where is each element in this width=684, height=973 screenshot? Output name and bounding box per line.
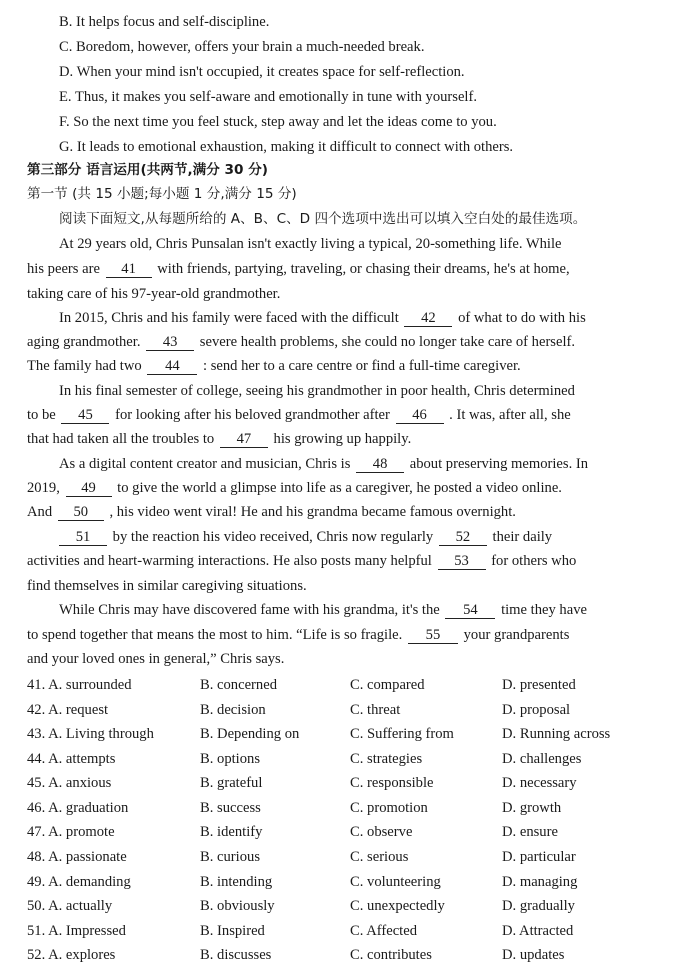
option-b[interactable]: B. intending <box>200 874 273 890</box>
passage-line <box>59 528 552 546</box>
option-c[interactable]: C. serious <box>350 849 409 865</box>
passage-line <box>59 601 587 619</box>
passage-line: In his final semester of college, seeing his grandmother in poor health, Chris determined <box>59 383 575 399</box>
option-d[interactable]: D. presented <box>502 677 576 693</box>
passage-text: . It was, after all, she <box>449 407 571 423</box>
option-a[interactable]: 45. A. anxious <box>27 775 112 791</box>
prev-option-f: F. So the next time you feel stuck, step away and let the ideas come to you. <box>59 114 497 130</box>
blank-42: 42 <box>404 311 452 327</box>
blank-54: 54 <box>445 603 495 619</box>
part-heading: 第三部分 语言运用(共两节,满分 30 分) <box>27 162 269 178</box>
passage-text: And <box>27 504 53 520</box>
passage-text: to give the world a glimpse into life as a caregiver, he posted a video online. <box>117 480 562 496</box>
passage-line <box>27 479 562 497</box>
option-d[interactable]: D. updates <box>502 947 565 963</box>
passage-line <box>59 309 586 327</box>
option-a[interactable]: 52. A. explores <box>27 947 116 963</box>
passage-text: severe health problems, she could no longer take care of herself. <box>199 334 576 350</box>
option-d[interactable]: D. necessary <box>502 775 577 791</box>
blank-46: 46 <box>396 408 444 424</box>
passage-line <box>27 357 521 375</box>
option-a[interactable]: 46. A. graduation <box>27 800 129 816</box>
passage-line <box>27 260 570 278</box>
passage-line <box>27 503 516 521</box>
option-b[interactable]: B. identify <box>200 824 263 840</box>
option-b[interactable]: B. grateful <box>200 775 263 791</box>
blank-47: 47 <box>220 432 268 448</box>
blank-52: 52 <box>439 530 487 546</box>
passage-line <box>27 333 575 351</box>
option-d[interactable]: D. gradually <box>502 898 575 914</box>
blank-53: 53 <box>438 554 486 570</box>
blank-44: 44 <box>147 359 197 375</box>
passage-line <box>27 406 571 424</box>
passage-text: activities and heart-warming interactions. He also posts many helpful <box>27 553 432 569</box>
option-d[interactable]: D. managing <box>502 874 578 890</box>
option-b[interactable]: B. Depending on <box>200 726 300 742</box>
option-c[interactable]: C. strategies <box>350 751 423 767</box>
option-c[interactable]: C. volunteering <box>350 874 441 890</box>
blank-55: 55 <box>408 628 458 644</box>
passage-text: that had taken all the troubles to <box>27 431 215 447</box>
passage-line: find themselves in similar caregiving situations. <box>27 578 307 594</box>
option-b[interactable]: B. decision <box>200 702 266 718</box>
option-b[interactable]: B. Inspired <box>200 923 265 939</box>
passage-text: about preserving memories. In <box>409 456 589 472</box>
option-a[interactable]: 50. A. actually <box>27 898 113 914</box>
passage-text: to spend together that means the most to him. “Life is so fragile. <box>27 627 403 643</box>
option-c[interactable]: C. Suffering from <box>350 726 454 742</box>
option-d[interactable]: D. growth <box>502 800 562 816</box>
passage-text: their daily <box>492 529 553 545</box>
option-c[interactable]: C. responsible <box>350 775 434 791</box>
option-c[interactable]: C. unexpectedly <box>350 898 445 914</box>
passage-text: his growing up happily. <box>273 431 412 447</box>
passage-text: 2019, <box>27 480 60 496</box>
option-d[interactable]: D. particular <box>502 849 576 865</box>
prev-option-c: C. Boredom, however, offers your brain a much-needed break. <box>59 39 425 55</box>
passage-text: As a digital content creator and musician, Chris is <box>59 456 351 472</box>
passage-text: , his video went viral! He and his grandma became famous overnight. <box>109 504 516 520</box>
instructions: 阅读下面短文,从每题所给的 A、B、C、D 四个选项中选出可以填入空白处的最佳选项。 <box>59 211 587 227</box>
option-a[interactable]: 42. A. request <box>27 702 109 718</box>
passage-line <box>27 626 569 644</box>
blank-50: 50 <box>58 505 104 521</box>
passage-text: by the reaction his video received, Chris now regularly <box>112 529 434 545</box>
option-c[interactable]: C. observe <box>350 824 413 840</box>
option-a[interactable]: 41. A. surrounded <box>27 677 132 693</box>
passage-text: for looking after his beloved grandmother after <box>115 407 390 423</box>
blank-48: 48 <box>356 457 404 473</box>
passage-text: his peers are <box>27 261 100 277</box>
passage-text: time they have <box>501 602 587 618</box>
blank-45: 45 <box>61 408 109 424</box>
section-heading: 第一节 (共 15 小题;每小题 1 分,满分 15 分) <box>27 186 297 202</box>
passage-line <box>27 430 411 448</box>
passage-line: taking care of his 97-year-old grandmother. <box>27 286 281 302</box>
passage-text: The family had two <box>27 358 142 374</box>
option-a[interactable]: 47. A. promote <box>27 824 115 840</box>
prev-option-d: D. When your mind isn't occupied, it creates space for self-reflection. <box>59 64 465 80</box>
prev-option-g: G. It leads to emotional exhaustion, making it difficult to connect with others. <box>59 139 514 155</box>
option-a[interactable]: 51. A. Impressed <box>27 923 126 939</box>
option-b[interactable]: B. obviously <box>200 898 275 914</box>
option-c[interactable]: C. promotion <box>350 800 428 816</box>
option-b[interactable]: B. curious <box>200 849 260 865</box>
option-d[interactable]: D. challenges <box>502 751 582 767</box>
option-d[interactable]: D. ensure <box>502 824 558 840</box>
option-a[interactable]: 48. A. passionate <box>27 849 127 865</box>
passage-line: and your loved ones in general,” Chris says. <box>27 651 285 667</box>
prev-option-b: B. It helps focus and self-discipline. <box>59 14 270 30</box>
option-b[interactable]: B. success <box>200 800 261 816</box>
passage-text: While Chris may have discovered fame with his grandma, it's the <box>59 602 440 618</box>
blank-51: 51 <box>59 530 107 546</box>
passage-text: In 2015, Chris and his family were faced with the difficult <box>59 310 399 326</box>
option-b[interactable]: B. discusses <box>200 947 272 963</box>
passage-text: with friends, partying, traveling, or chasing their dreams, he's at home, <box>157 261 570 277</box>
option-d[interactable]: D. Running across <box>502 726 611 742</box>
option-a[interactable]: 44. A. attempts <box>27 751 116 767</box>
option-a[interactable]: 49. A. demanding <box>27 874 131 890</box>
blank-49: 49 <box>66 481 112 497</box>
option-c[interactable]: C. threat <box>350 702 401 718</box>
passage-text: your grandparents <box>463 627 570 643</box>
passage-text: to be <box>27 407 56 423</box>
blank-41: 41 <box>106 262 152 278</box>
option-c[interactable]: C. Affected <box>350 923 418 939</box>
option-c[interactable]: C. compared <box>350 677 425 693</box>
passage-line <box>59 455 588 473</box>
option-d[interactable]: D. proposal <box>502 702 571 718</box>
passage-text: for others who <box>491 553 577 569</box>
passage-text: aging grandmother. <box>27 334 141 350</box>
option-a[interactable]: 43. A. Living through <box>27 726 154 742</box>
option-b[interactable]: B. options <box>200 751 261 767</box>
passage-text: of what to do with his <box>458 310 586 326</box>
passage-line <box>27 552 576 570</box>
option-b[interactable]: B. concerned <box>200 677 277 693</box>
blank-43: 43 <box>146 335 194 351</box>
passage-line: At 29 years old, Chris Punsalan isn't exactly living a typical, 20-something life. While <box>59 236 562 252</box>
option-c[interactable]: C. contributes <box>350 947 432 963</box>
option-d[interactable]: D. Attracted <box>502 923 574 939</box>
passage-text: : send her to a care centre or find a full-time caregiver. <box>203 358 521 374</box>
prev-option-e: E. Thus, it makes you self-aware and emotionally in tune with yourself. <box>59 89 477 105</box>
